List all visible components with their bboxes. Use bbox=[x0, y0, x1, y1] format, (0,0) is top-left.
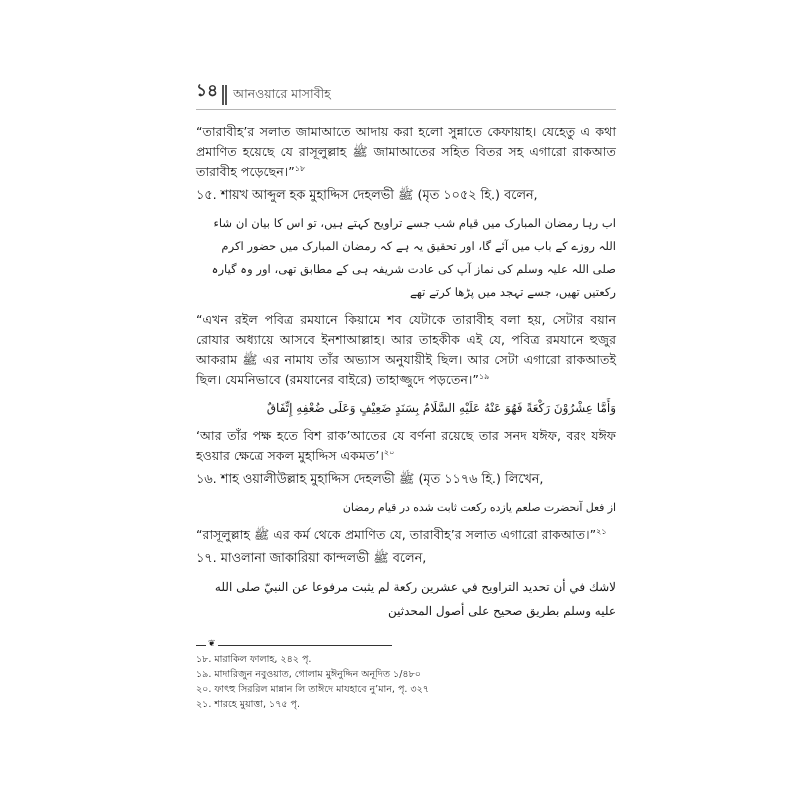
paragraph-4 bbox=[196, 525, 616, 545]
paragraph-4-text: “রাসূলুল্লাহ ﷺ এর কর্ম থেকে প্রমাণিত যে, তারাবীহ’র সলাত এগারো রাকআত।” bbox=[196, 527, 597, 542]
ref-19: ১৯ bbox=[478, 371, 490, 381]
ref-21: ২১ bbox=[596, 526, 607, 536]
heading-16: ১৬. শাহ ওয়ালীউল্লাহ মুহাদ্দিস দেহলভী ﷺ (মৃত ১১৭৬ হি.) লিখেন, bbox=[196, 472, 544, 487]
paragraph-3-text: ‘আর তাঁর পক্ষ হতে বিশ রাক’আতের যে বর্ণনা রয়েছে তার সনদ যঈফ, বরং যঈফ হওয়ার ক্ষেত্রে সকল মুহাদ্দিস একমত’। bbox=[196, 428, 616, 463]
page-number: ১৪ bbox=[196, 81, 219, 101]
paragraph-2 bbox=[196, 310, 616, 390]
persian-quote-16: از فعل آنحضرت صلعم یازده رکعت ثابت شده در قیام رمضان bbox=[342, 501, 616, 514]
urdu-quote-15: اب رہا رمضان المبارک میں قیام شب جسے تراویح کہتے ہیں، تو اس کا بیان ان شاء اللہ روزے کے باب میں آئے گا، اور تحقیق یہ ہے کہ رمضان المبارک میں حضور اکرم صلی اللہ علیہ وسلم کی نماز آپ کی عادت شریفہ ہی کے مطابق تھی، اور وہ گیارہ رکعتیں تھیں، جسے تہجد میں پڑھا کرتے تھے bbox=[211, 216, 616, 299]
paragraph-2-text: “এখন রইল পবিত্র রমযানে কিয়ামে শব যেটাকে তারাবীহ বলা হয়, সেটার বয়ান রোযার অধ্যায়ে আসবে ইনশাআল্লাহ। আর তাহকীক এই যে, পবিত্র রমযানে হুজুর আকরাম ﷺ এর নামায তাঁর অভ্যাস অনুযায়ীই ছিল। আর সেটা এগারো রাকআতই ছিল। যেমনিভাবে (রমযানের বাইরে) তাহাজ্জুদে পড়তেন।” bbox=[196, 312, 617, 387]
paragraph-1 bbox=[196, 122, 616, 182]
arabic-quote-1: وَأَمَّا عِشْرُوْنَ رَكْعَةً فَهُوَ عَنْهُ عَلَيْهِ السَّلَامُ بِسَنَدٍ ضَعِيْفٍ وَعَلَى ضُعْفِهِ إِتِّفَاقٌ bbox=[266, 401, 616, 415]
footnote-divider bbox=[196, 639, 392, 649]
page-content bbox=[196, 122, 616, 712]
book-page bbox=[196, 80, 616, 780]
heading-17: ১৭. মাওলানা জাকারিয়া কান্দলভী ﷺ বলেন, bbox=[196, 551, 427, 566]
footnote: ১৯. মাদারিজুন নবুওয়াত, গোলাম মুঈনুদ্দিন অনূদিত ১/৪৮০ bbox=[196, 669, 421, 680]
footnote: ১৮. মারাকিল ফালাহ, ২৪২ পৃ. bbox=[196, 654, 312, 665]
heading-15: ১৫. শায়খ আব্দুল হক মুহাদ্দিস দেহলভী ﷺ (মৃত ১০৫২ হি.) বলেন, bbox=[196, 188, 538, 203]
book-title: আনওয়ারে মাসাবীহ bbox=[233, 86, 331, 101]
ref-18: ১৮ bbox=[294, 163, 306, 173]
paragraph-3 bbox=[196, 426, 616, 466]
paragraph-1-text: “তারাবীহ’র সলাত জামাআতে আদায় করা হলো সুন্নাতে কেফায়াহ। যেহেতু এ কথা প্রমাণিত হয়েছে যে রাসূলুল্লাহ ﷺ জামাআতের সহিত বিতর সহ এগারো রাকআত তারাবীহ পড়েছেন।” bbox=[196, 124, 616, 179]
ref-20: ২০ bbox=[383, 447, 395, 457]
page-header bbox=[196, 80, 616, 110]
header-separator bbox=[222, 85, 224, 105]
footnote: ২১. শারহে মুয়াত্তা, ১৭৫ পৃ. bbox=[196, 699, 301, 710]
ornament-icon: ❦ bbox=[208, 639, 216, 649]
footnote: ২০. ফাৎহু সিররিল মান্নান লি তাঈদে মাযহাবে নু’মান, পৃ. ৩২৭ bbox=[196, 684, 429, 695]
arabic-quote-2: لاشك في أن تحديد التراويح في عشرين ركعة لم يثبت مرفوعا عن النبيّ صلى الله عليه وسلم بطريق صحيح على أصول المحدثين bbox=[214, 580, 616, 618]
